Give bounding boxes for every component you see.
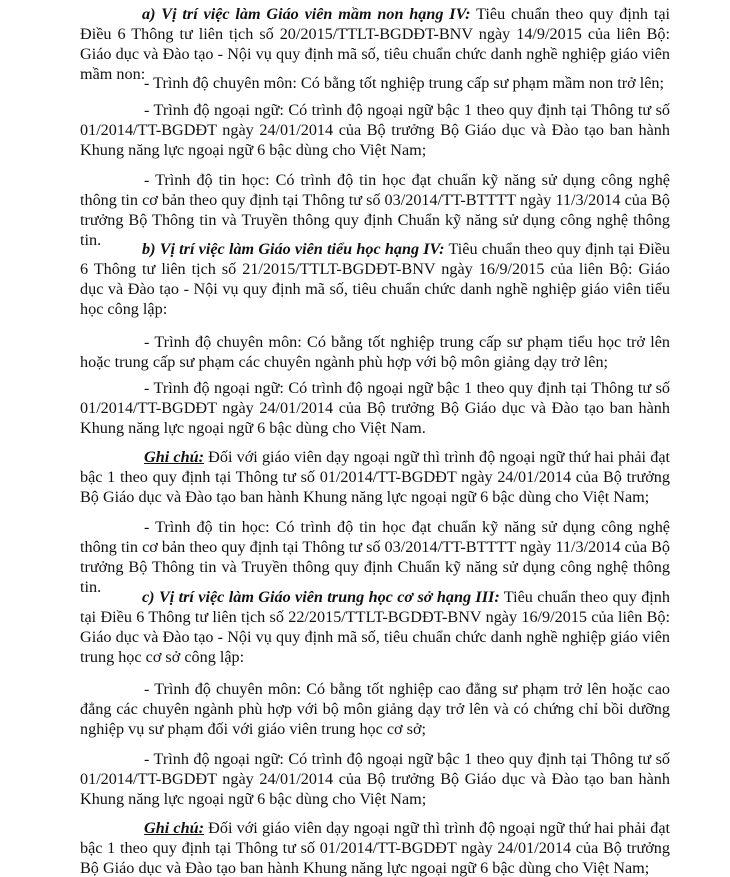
section-b-note-label: Ghi chú: [144, 448, 204, 466]
section-c-note-text: Đối với giáo viên dạy ngoại ngữ thì trình độ ngoại ngữ thứ hai phải đạt bậc 1 theo quy định tại Thông tư số 01/2014/TT-BGDĐT ngày 24/01/2014 của Bộ trưởng Bộ Giáo dục và Đào tạo ban hành Khung năng lực ngoại ngữ 6 bậc dùng cho Việt Nam; [80, 819, 670, 877]
section-a-heading: a) Vị trí việc làm Giáo viên mầm non hạng IV: [142, 5, 471, 23]
section-a-intro [80, 4, 670, 84]
section-b-note-text: Đối với giáo viên dạy ngoại ngữ thì trình độ ngoại ngữ thứ hai phải đạt bậc 1 theo quy định tại Thông tư số 01/2014/TT-BGDĐT ngày 24/01/2014 của Bộ trưởng Bộ Giáo dục và Đào tạo ban hành Khung năng lực ngoại ngữ 6 bậc dùng cho Việt Nam; [80, 448, 670, 506]
section-b-heading: b) Vị trí việc làm Giáo viên tiểu học hạng IV: [142, 240, 445, 258]
section-b-note [80, 447, 670, 507]
section-a-item-professional: - Trình độ chuyên môn: Có bằng tốt nghiệp trung cấp sư phạm mầm non trở lên; [144, 74, 664, 92]
section-b-item-professional: - Trình độ chuyên môn: Có bằng tốt nghiệp trung cấp sư phạm tiểu học trở lên hoặc trung cấp sư phạm các chuyên ngành phù hợp với bộ môn giảng dạy trở lên; [80, 333, 670, 371]
section-b-intro-text: Tiêu chuẩn theo quy định tại Điều 6 Thông tư liên tịch số 21/2015/TTLT-BGDĐT-BNV ngày 16/9/2015 của liên Bộ: Giáo dục và Đào tạo - Nội vụ quy định mã số, tiêu chuẩn chức danh nghề nghiệp giáo viên tiểu học công lập: [80, 240, 671, 318]
section-c-item-professional: - Trình độ chuyên môn: Có bằng tốt nghiệp cao đẳng sư phạm trở lên hoặc cao đẳng các chuyên ngành phù hợp với bộ môn giảng dạy trở lên và có chứng chỉ bồi dưỡng nghiệp vụ sư phạm đối với giáo viên trung học cơ sở; [80, 680, 670, 738]
section-b-item-language: - Trình độ ngoại ngữ: Có trình độ ngoại ngữ bậc 1 theo quy định tại Thông tư số 01/2014/TT-BGDĐT ngày 24/01/2014 của Bộ trưởng Bộ Giáo dục và Đào tạo ban hành Khung năng lực ngoại ngữ 6 bậc dùng cho Việt Nam. [80, 379, 670, 437]
section-c-intro [80, 587, 670, 667]
section-b-item-it: - Trình độ tin học: Có trình độ tin học đạt chuẩn kỹ năng sử dụng công nghệ thông tin cơ bản theo quy định tại Thông tư số 03/2014/TT-BTTTT ngày 11/3/2014 của Bộ trưởng Bộ Thông tin và Truyền thông quy định Chuẩn kỹ năng sử dụng công nghệ thông tin. [80, 518, 670, 596]
section-c-intro-text: Tiêu chuẩn theo quy định tại Điều 6 Thông tư liên tịch số 22/2015/TTLT-BGDĐT-BNV ngày 16/9/2015 của liên Bộ: Giáo dục và Đào tạo - Nội vụ quy định mã số, tiêu chuẩn chức danh nghề nghiệp giáo viên trung học cơ sở công lập: [80, 588, 670, 666]
section-a-item-it: - Trình độ tin học: Có trình độ tin học đạt chuẩn kỹ năng sử dụng công nghệ thông tin cơ bản theo quy định tại Thông tư số 03/2014/TT-BTTTT ngày 11/3/2014 của Bộ trưởng Bộ Thông tin và Truyền thông quy định Chuẩn kỹ năng sử dụng công nghệ thông tin. [80, 171, 670, 249]
section-a-intro-text: Tiêu chuẩn theo quy định tại Điều 6 Thông tư liên tịch số 20/2015/TTLT-BGDĐT-BNV ngày 14/9/2015 của liên Bộ: Giáo dục và Đào tạo - Nội vụ quy định mã số, tiêu chuẩn chức danh nghề nghiệp giáo viên mầm non: [80, 5, 671, 83]
section-c-note-label: Ghi chú: [144, 819, 204, 837]
section-c-note [80, 818, 670, 877]
section-c-heading: c) Vị trí việc làm Giáo viên trung học cơ sở hạng III: [142, 588, 500, 606]
section-b-intro [80, 239, 670, 319]
section-a-item-language: - Trình độ ngoại ngữ: Có trình độ ngoại ngữ bậc 1 theo quy định tại Thông tư số 01/2014/TT-BGDĐT ngày 24/01/2014 của Bộ trưởng Bộ Giáo dục và Đào tạo ban hành Khung năng lực ngoại ngữ 6 bậc dùng cho Việt Nam; [80, 101, 670, 159]
section-c-item-language: - Trình độ ngoại ngữ: Có trình độ ngoại ngữ bậc 1 theo quy định tại Thông tư số 01/2014/TT-BGDĐT ngày 24/01/2014 của Bộ trưởng Bộ Giáo dục và Đào tạo ban hành Khung năng lực ngoại ngữ 6 bậc dùng cho Việt Nam; [80, 750, 670, 808]
